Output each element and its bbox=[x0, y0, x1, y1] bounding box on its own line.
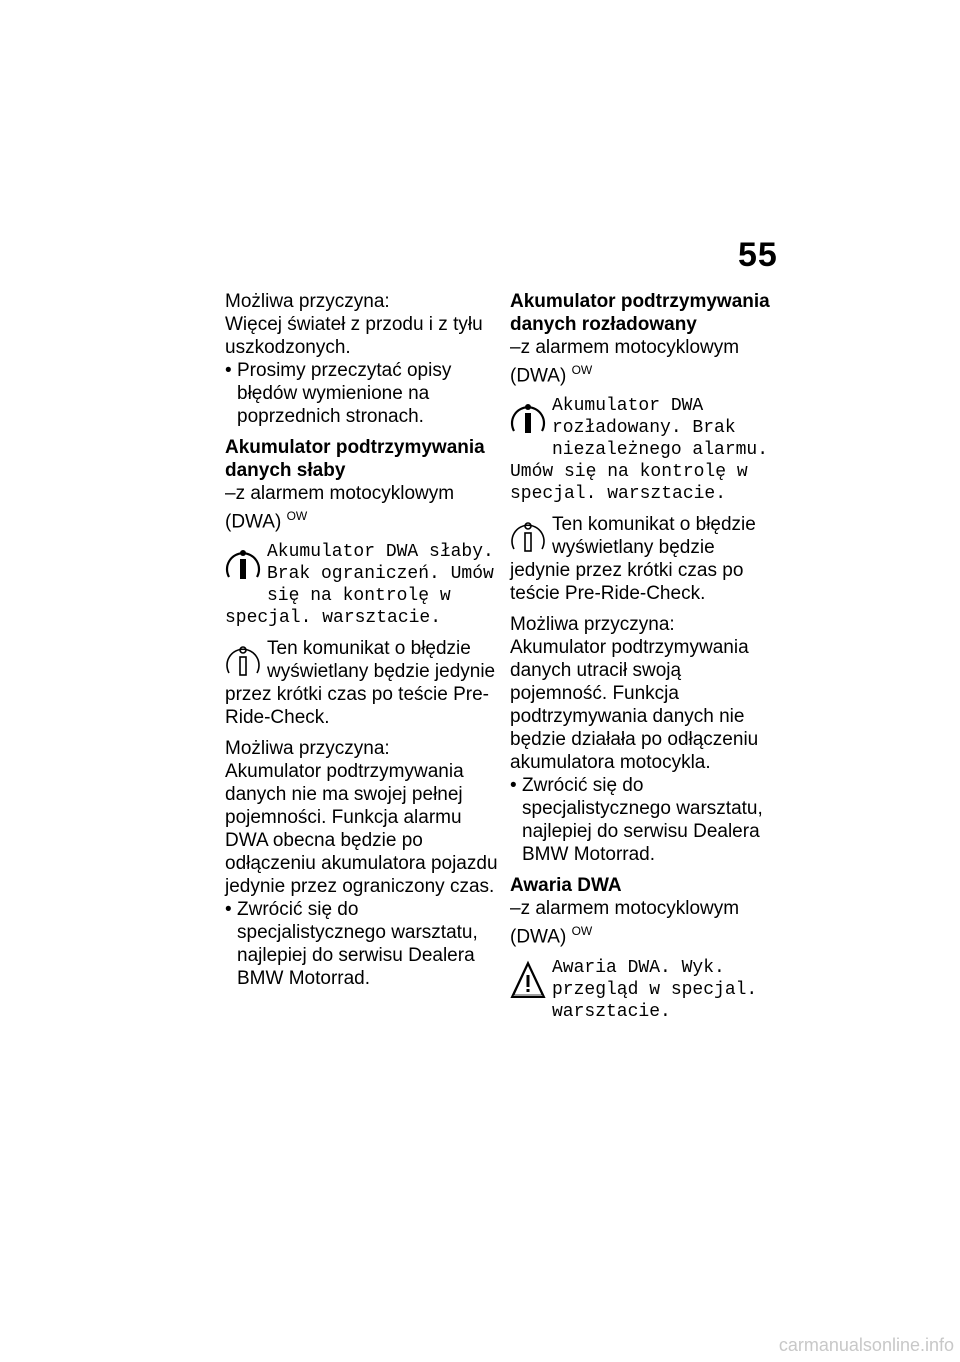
cause-text: Akumulator podtrzymywania danych nie ma swojej pełnej pojemności. Funkcja alarmu DWA obecna będzie po odłączeniu akumulatora pojazdu jedynie przez ograniczony czas. bbox=[225, 761, 498, 898]
section-heading: Akumulator podtrzymywania danych słaby bbox=[225, 437, 485, 481]
display-message bbox=[225, 541, 500, 629]
info-icon bbox=[225, 639, 261, 683]
watermark: carmanualsonline.info bbox=[778, 1335, 954, 1355]
info-icon bbox=[510, 515, 546, 559]
left-column bbox=[225, 290, 500, 990]
bullet-item: • Zwrócić się do specjalistycznego warsztatu, najlepiej do serwisu Dealera BMW Motorrad. bbox=[510, 774, 772, 866]
dwa-condition-text: –z alarmem motocyklowym (DWA) bbox=[510, 898, 740, 948]
dwa-condition-text: –z alarmem motocyklowym (DWA) bbox=[510, 337, 740, 387]
option-code: OW bbox=[286, 509, 308, 523]
option-code: OW bbox=[571, 363, 593, 377]
bullet-item: • Prosimy przeczytać opisy błędów wymienione na poprzednich stronach. bbox=[225, 359, 500, 428]
bullet-item: • Zwrócić się do specjalistycznego warsztatu, najlepiej do serwisu Dealera BMW Motorrad. bbox=[225, 898, 500, 990]
info-note bbox=[225, 637, 500, 729]
dwa-condition bbox=[225, 482, 500, 533]
info-display-icon bbox=[510, 397, 546, 441]
dwa-condition bbox=[510, 336, 772, 387]
display-message bbox=[510, 395, 772, 505]
cause-label: Możliwa przyczyna: bbox=[225, 291, 390, 312]
warning-message bbox=[510, 957, 772, 1023]
info-text: Ten komunikat o błędzie wyświetlany będzie jedynie przez krótki czas po teście Pre-Ride-Check. bbox=[510, 514, 756, 605]
cause-text: Więcej świateł z przodu i z tyłu uszkodzonych. bbox=[225, 314, 483, 358]
info-text: Ten komunikat o błędzie wyświetlany będzie jedynie przez krótki czas po teście Pre-Ride-Check. bbox=[225, 638, 496, 729]
display-text: Akumulator DWA rozładowany. Brak niezależnego alarmu. Umów się na kontrolę w specjal. warsztacie. bbox=[510, 396, 769, 505]
section-heading: Awaria DWA bbox=[510, 875, 622, 897]
warning-triangle-icon bbox=[510, 959, 546, 1003]
warning-text: Awaria DWA. Wyk. przegląd w specjal. warsztacie. bbox=[552, 957, 758, 1022]
right-column bbox=[510, 290, 772, 1023]
info-note bbox=[510, 513, 772, 605]
section-heading: Akumulator podtrzymywania danych rozładowany bbox=[510, 291, 770, 335]
display-text: Akumulator DWA słaby. Brak ograniczeń. Umów się na kontrolę w specjal. warsztacie. bbox=[225, 542, 494, 629]
dwa-condition bbox=[510, 897, 772, 948]
option-code: OW bbox=[571, 924, 593, 939]
info-display-icon bbox=[225, 543, 261, 587]
cause-text: Akumulator podtrzymywania danych utracił swoją pojemność. Funkcja podtrzymywania danych nie będzie działała po odłączeniu akumulatora motocykla. bbox=[510, 637, 759, 774]
cause-label: Możliwa przyczyna: bbox=[225, 738, 390, 760]
dwa-condition-text: –z alarmem motocyklowym (DWA) bbox=[225, 483, 455, 533]
page-number: 55 bbox=[738, 236, 778, 274]
cause-label: Możliwa przyczyna: bbox=[510, 614, 675, 636]
